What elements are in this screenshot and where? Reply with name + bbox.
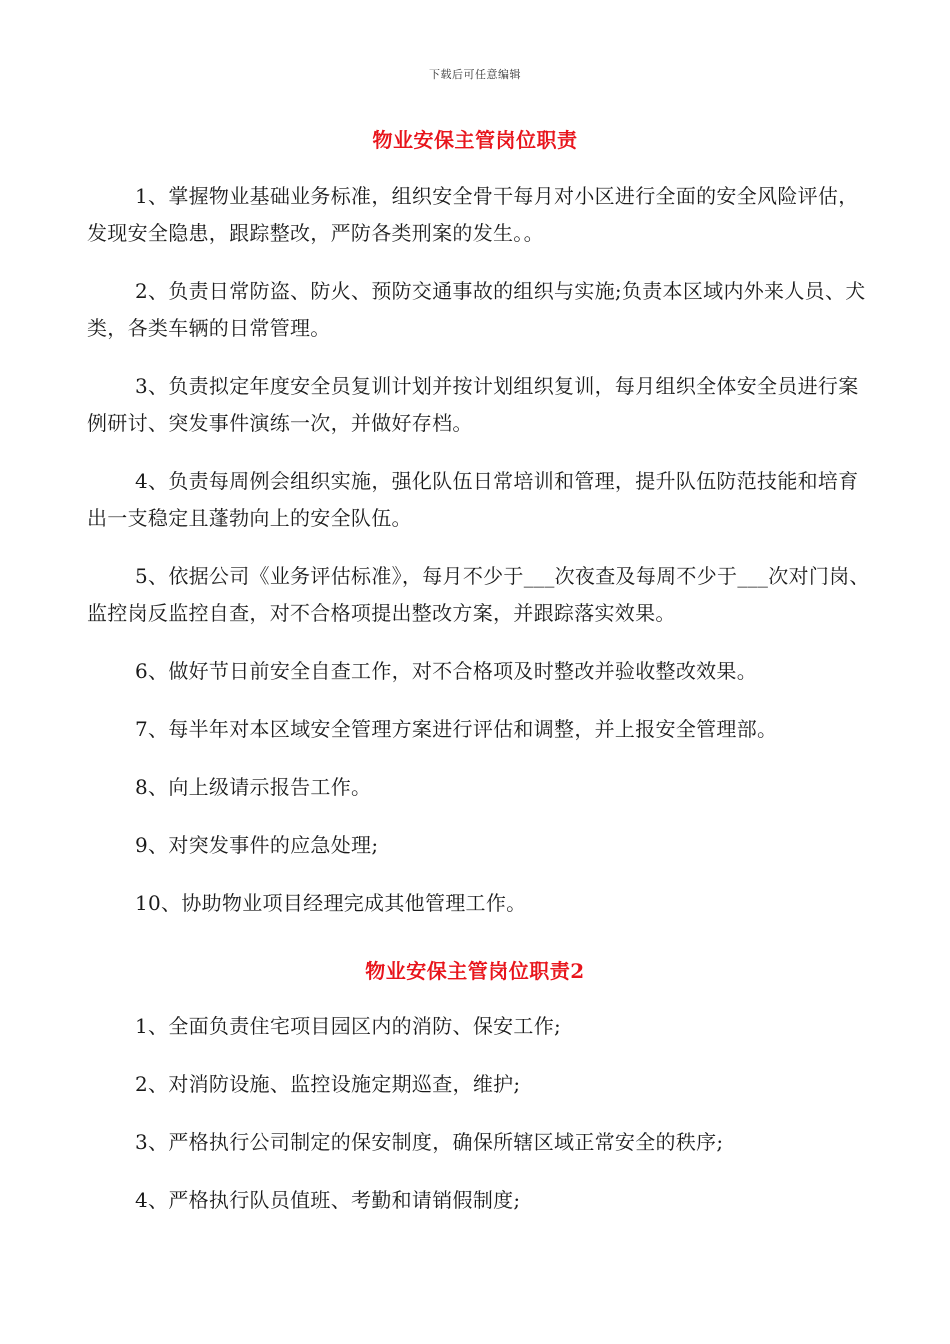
duty-item-6: 6、做好节日前安全自查工作，对不合格项及时整改并验收整改效果。	[135, 659, 758, 683]
duty-item-10: 10、协助物业项目经理完成其他管理工作。	[135, 891, 527, 915]
header-note: 下载后可任意编辑	[429, 68, 521, 81]
duty-item-3: 3、负责拟定年度安全员复训计划并按计划组织复训，每月组织全体安全员进行案例研讨、突发事件演练一次，并做好存档。	[87, 374, 859, 435]
duty-item-2: 2、负责日常防盗、防火、预防交通事故的组织与实施;负责本区域内外来人员、犬类，各类车辆的日常管理。	[87, 279, 866, 340]
duty-item-9: 9、对突发事件的应急处理;	[135, 833, 379, 857]
duty2-item-4: 4、严格执行队员值班、考勤和请销假制度;	[135, 1188, 521, 1212]
section-2-title: 物业安保主管岗位职责2	[365, 959, 585, 983]
duty-item-1: 1、掌握物业基础业务标准，组织安全骨干每月对小区进行全面的安全风险评估，发现安全隐患，跟踪整改，严防各类刑案的发生。。	[87, 184, 859, 245]
duty-item-4: 4、负责每周例会组织实施，强化队伍日常培训和管理，提升队伍防范技能和培育出一支稳定且蓬勃向上的安全队伍。	[87, 469, 859, 530]
section-1-body	[87, 178, 877, 943]
duty2-item-2: 2、对消防设施、监控设施定期巡查，维护;	[135, 1072, 521, 1096]
section-1-title: 物业安保主管岗位职责	[372, 128, 578, 152]
duty2-item-3: 3、严格执行公司制定的保安制度，确保所辖区域正常安全的秩序;	[135, 1130, 724, 1154]
duty2-item-1: 1、全面负责住宅项目园区内的消防、保安工作;	[135, 1014, 562, 1038]
section-2-body	[87, 1008, 877, 1240]
duty-item-8: 8、向上级请示报告工作。	[135, 775, 372, 799]
duty-item-5: 5、依据公司《业务评估标准》，每月不少于___次夜查及每周不少于___次对门岗、监控岗反监控自查，对不合格项提出整改方案，并跟踪落实效果。	[87, 564, 870, 625]
duty-item-7: 7、每半年对本区域安全管理方案进行评估和调整，并上报安全管理部。	[135, 717, 778, 741]
